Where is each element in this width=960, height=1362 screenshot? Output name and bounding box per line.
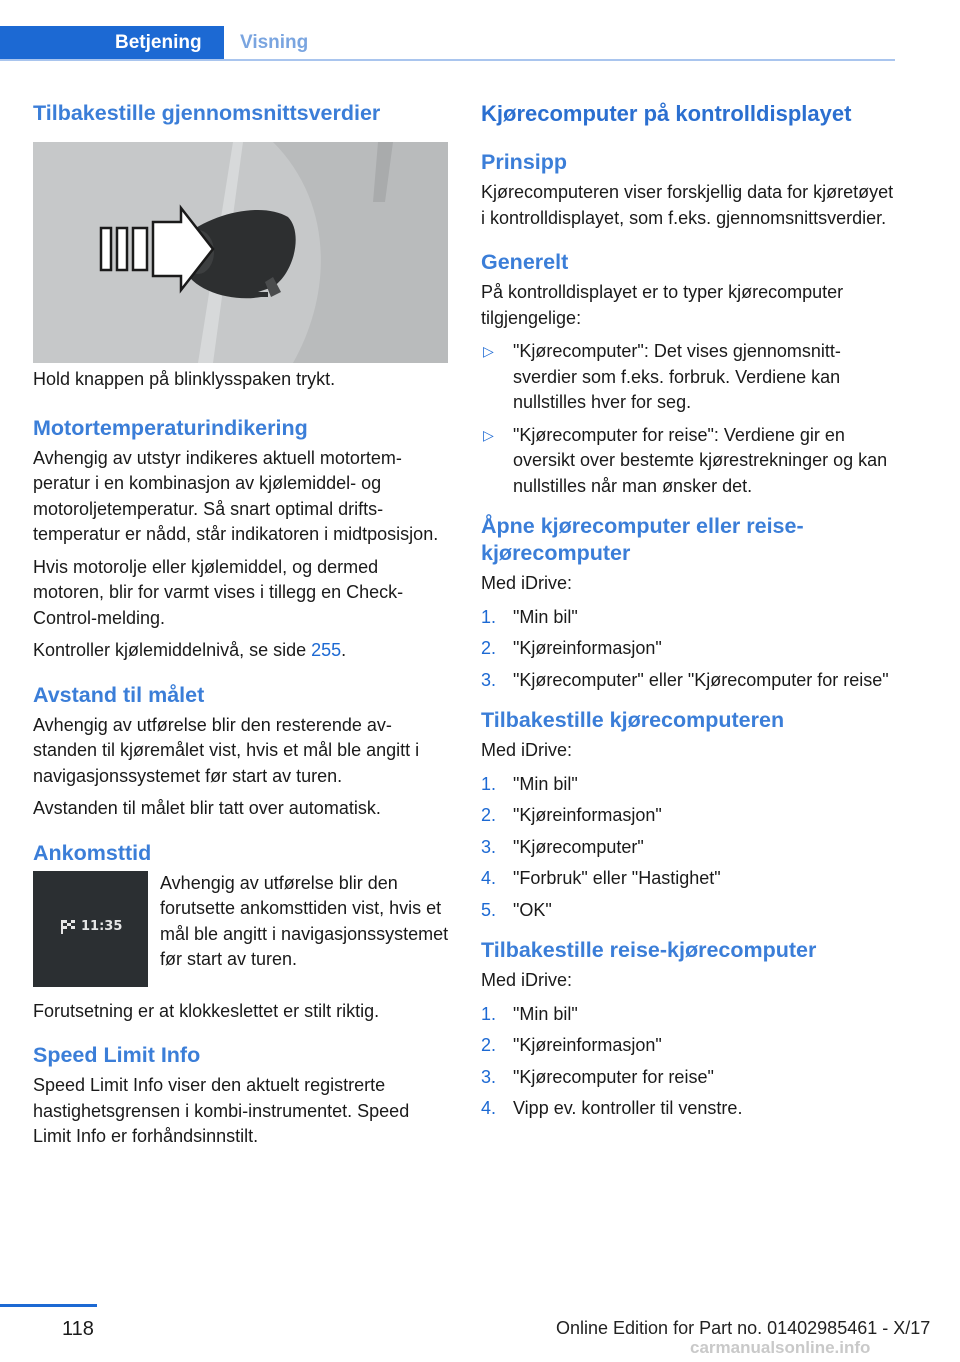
reset-averages-heading: Tilbakestille gjennomsnittsverdier — [33, 101, 381, 125]
triangle-bullet-icon: ▷ — [483, 426, 494, 443]
step-number: 2. — [481, 1035, 497, 1055]
speed-limit-heading: Speed Limit Info — [33, 1043, 201, 1067]
arrival-paragraph-2: Forutsetning er at klokkeslettet er stilt riktig. — [33, 1000, 380, 1021]
general-heading: Generelt — [481, 250, 569, 274]
reset-averages-caption: Hold knappen på blinklysspaken trykt. — [33, 369, 336, 389]
general-paragraph: På kontrolldisplayet er to typer kjørecomputer tilgjengelige: — [481, 282, 844, 328]
list-item — [481, 772, 895, 798]
list-item — [481, 339, 895, 416]
computer-types-list — [481, 339, 895, 499]
list-item-text: "Kjørecomputer for reise": Verdiene gir en oversikt over bestemte kjørestrekninger og kan nullstilles når man ønsker det. — [513, 424, 888, 496]
step-number: 2. — [481, 638, 497, 658]
distance-heading: Avstand til målet — [33, 682, 205, 707]
tab-betjening[interactable]: Betjening — [0, 26, 224, 60]
step-number: 3. — [481, 669, 497, 690]
list-item — [481, 898, 895, 924]
stalk-button-illustration — [33, 142, 448, 363]
arrival-display-image — [33, 871, 148, 987]
list-item-text: "Kjøreinformasjon" — [513, 1035, 662, 1055]
reset-computer-heading: Tilbakestille kjørecomputeren — [481, 708, 785, 732]
list-item-text: "Kjørecomputer" eller "Kjørecomputer for reise" — [513, 669, 889, 690]
open-computer-heading: Åpne kjørecomputer eller reisekjørecomputer — [481, 514, 804, 565]
list-item-text: "Kjøreinformasjon" — [513, 805, 662, 825]
engine-temp-paragraph-2: Hvis motorolje eller kjølemiddel, og dermed motoren, blir for varmt vises i tillegg en Check-Control-melding. — [33, 556, 404, 628]
list-item — [481, 1033, 895, 1059]
arrival-time-readout: 11:35 — [81, 918, 123, 934]
page-255-link[interactable]: 255 — [311, 640, 342, 660]
header-tabbar — [0, 0, 895, 62]
list-item — [481, 803, 895, 829]
engine-temp-paragraph-3 — [33, 638, 448, 664]
reset-trip-computer-paragraph: Med iDrive: — [481, 970, 573, 990]
reset-trip-steps-list — [481, 1002, 895, 1122]
open-steps-list — [481, 605, 895, 694]
list-item-text: "Min bil" — [513, 773, 578, 794]
list-item-text: Vipp ev. kontroller til venstre. — [513, 1098, 743, 1118]
step-number: 1. — [481, 606, 497, 627]
left-column — [33, 100, 448, 1150]
triangle-bullet-icon: ▷ — [483, 343, 494, 359]
step-number: 4. — [481, 868, 497, 888]
arrival-description: Avhengig av utførelse blir den forutsette ankomsttiden vist, hvis et mål ble angitt i navigasjonssystemet før start av turen. — [160, 872, 449, 969]
list-item-text: "Kjøreinformasjon" — [513, 638, 662, 658]
page-number: 118 — [62, 1318, 94, 1340]
principle-heading: Prinsipp — [481, 150, 568, 174]
list-item-text: "Min bil" — [513, 606, 578, 627]
tab-visning[interactable]: Visning — [240, 32, 309, 53]
reset-trip-computer-heading: Tilbakestille reise-kjørecomputer — [481, 938, 817, 962]
reset-steps-list — [481, 772, 895, 924]
list-item-text: "Kjørecomputer for reise" — [513, 1066, 714, 1087]
list-item-text: "Min bil" — [513, 1003, 578, 1024]
step-number: 1. — [481, 1003, 497, 1024]
list-item — [481, 423, 895, 500]
list-item-text: "Forbruk" eller "Hastighet" — [513, 868, 721, 888]
coolant-check-text: Kontroller kjølemiddelnivå, se side — [33, 640, 312, 660]
arrival-heading: Ankomsttid — [33, 840, 152, 865]
destination-flag-icon — [59, 919, 77, 935]
list-item — [481, 605, 895, 631]
engine-temp-heading: Motortemperaturindikering — [33, 415, 308, 440]
step-number: 3. — [481, 836, 497, 857]
open-computer-paragraph: Med iDrive: — [481, 573, 573, 593]
list-item-text: "Kjørecomputer": Det vises gjennomsnittsverdier som f.eks. forbruk. Verdiene kan nullstilles hver for seg. — [513, 341, 841, 412]
list-item — [481, 835, 895, 861]
period: . — [341, 640, 347, 660]
stalk-illustration-svg — [33, 142, 448, 363]
step-number: 2. — [481, 805, 497, 825]
list-item — [481, 1065, 895, 1091]
list-item — [481, 668, 895, 694]
footer-accent-line — [0, 1304, 97, 1307]
list-item — [481, 1096, 895, 1122]
step-number: 5. — [481, 899, 497, 920]
watermark: carmanualsonline.info — [690, 1338, 871, 1357]
list-item-text: "OK" — [513, 899, 552, 920]
step-number: 4. — [481, 1098, 497, 1118]
list-item — [481, 636, 895, 662]
list-item — [481, 1002, 895, 1028]
speed-limit-paragraph: Speed Limit Info viser den aktuelt registrerte hastighetsgrensen i kombi-instrumentet. Speed Limit Info er forhåndsinnstilt. — [33, 1075, 410, 1146]
step-number: 3. — [481, 1066, 497, 1087]
step-number: 1. — [481, 773, 497, 794]
distance-paragraph-2: Avstanden til målet blir tatt over automatisk. — [33, 798, 381, 818]
list-item — [481, 866, 895, 892]
trip-computer-heading: Kjørecomputer på kontrolldisplayet — [481, 101, 852, 126]
engine-temp-paragraph-1: Avhengig av utstyr indikeres aktuell motortemperatur i en kombinasjon av kjølemiddel- og motoroljetemperatur. Så snart optimal driftstemperatur er nådd, står indikatoren i midtposisjon. — [33, 447, 439, 544]
tab-underline — [0, 59, 895, 61]
distance-paragraph-1: Avhengig av utførelse blir den resterende avstanden til kjøremålet vist, hvis et mål ble angitt i navigasjonssystemet før start av turen. — [33, 714, 420, 786]
right-column — [481, 100, 895, 1128]
principle-paragraph: Kjørecomputeren viser forskjellig data for kjøretøyet i kontrolldisplayet, som f.eks. gjennomsnittsverdier. — [481, 182, 894, 228]
reset-computer-paragraph: Med iDrive: — [481, 740, 573, 760]
edition-info: Online Edition for Part no. 01402985461 - X/17 — [556, 1318, 931, 1338]
list-item-text: "Kjørecomputer" — [513, 836, 644, 857]
arrival-block — [33, 871, 448, 987]
